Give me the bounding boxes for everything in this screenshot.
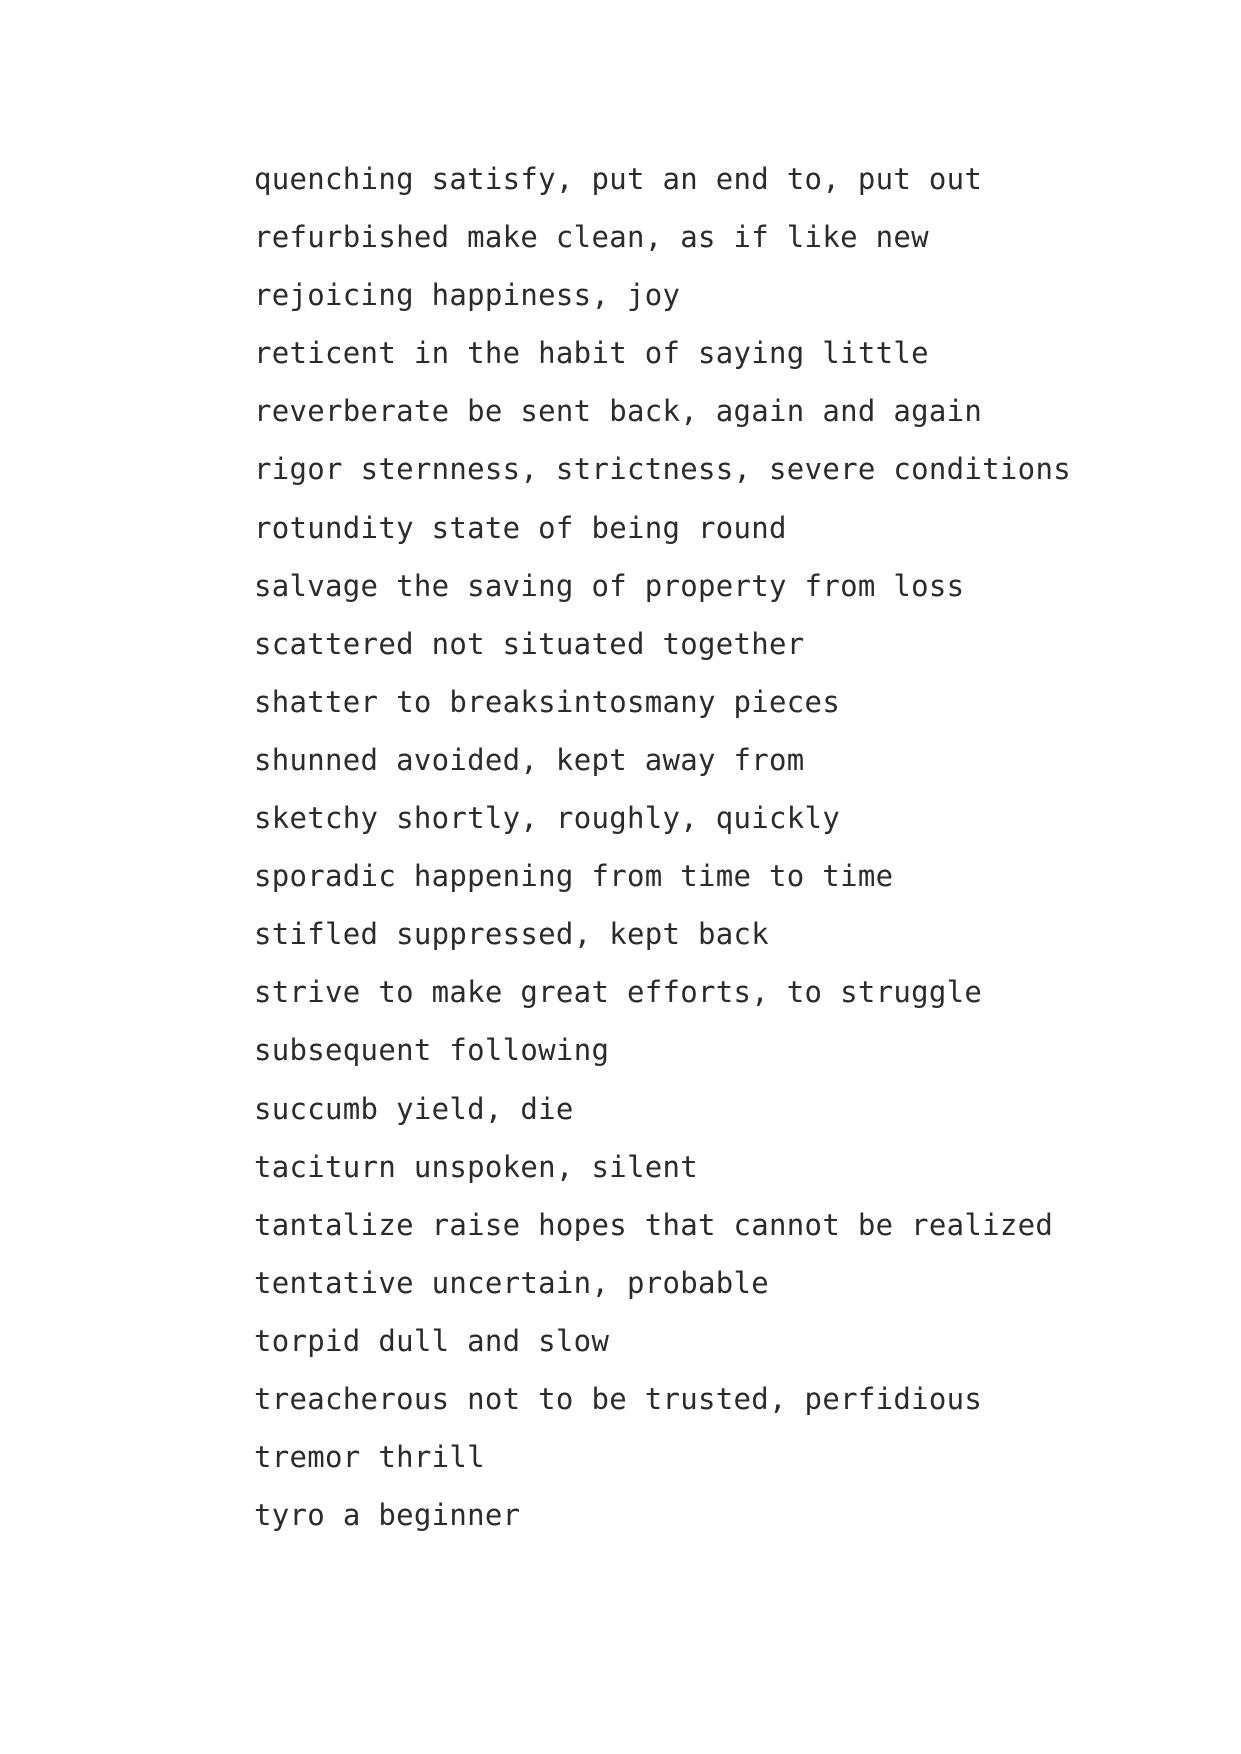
entry-word: succumb — [254, 1091, 379, 1126]
entry-word: reticent — [254, 336, 397, 371]
entry-definition: happiness, joy — [431, 278, 681, 313]
entry-definition: yield, die — [396, 1091, 574, 1126]
vocabulary-entry — [254, 338, 1071, 396]
entry-definition: thrill — [378, 1440, 485, 1475]
entry-definition: the saving of property from loss — [396, 568, 965, 603]
entry-definition: make clean, as if like new — [467, 220, 929, 255]
entry-word: stifled — [254, 917, 379, 952]
entry-word: rotundity — [254, 510, 414, 545]
entry-definition: uncertain, probable — [431, 1265, 770, 1300]
entry-word: reverberate — [254, 394, 450, 429]
entry-word: strive — [254, 975, 361, 1010]
vocabulary-list — [254, 164, 1071, 1558]
entry-definition: sternness, strictness, severe conditions — [360, 452, 1071, 487]
entry-definition: avoided, kept away from — [396, 742, 805, 777]
entry-definition: following — [449, 1033, 610, 1068]
entry-word: treacherous — [254, 1381, 450, 1416]
entry-definition: satisfy, put an end to, put out — [431, 162, 983, 196]
entry-definition: happening from time to time — [413, 859, 894, 894]
entry-definition: unspoken, silent — [413, 1149, 698, 1184]
entry-definition: be sent back, again and again — [467, 394, 983, 429]
entry-word: tyro — [254, 1498, 326, 1533]
entry-word: scattered — [254, 626, 414, 661]
entry-word: rigor — [254, 452, 343, 487]
vocabulary-entry — [254, 1323, 1071, 1384]
entry-definition: in the habit of saying little — [413, 336, 929, 371]
vocabulary-entry — [254, 568, 1071, 629]
vocabulary-entry — [254, 222, 1071, 280]
entry-definition: a beginner — [342, 1498, 521, 1533]
entry-word: rejoicing — [254, 278, 414, 313]
entry-word: sporadic — [254, 859, 397, 894]
entry-definition: to breaksintosmany pieces — [396, 684, 841, 719]
vocabulary-entry — [254, 164, 1071, 222]
vocabulary-entry — [254, 1035, 1071, 1093]
vocabulary-entry — [254, 684, 1071, 745]
entry-word: subsequent — [254, 1033, 432, 1068]
vocabulary-entry — [254, 280, 1071, 338]
vocabulary-entry — [254, 396, 1071, 454]
entry-definition: state of being round — [431, 510, 787, 545]
vocabulary-entry — [254, 1442, 1071, 1500]
entry-word: quenching — [254, 162, 414, 196]
entry-definition: suppressed, kept back — [396, 917, 770, 952]
entry-word: shatter — [254, 684, 379, 719]
entry-word: sketchy — [254, 801, 379, 836]
vocabulary-entry — [254, 742, 1071, 803]
entry-word: shunned — [254, 742, 379, 777]
entry-word: tentative — [254, 1265, 414, 1300]
vocabulary-entry — [254, 510, 1071, 571]
vocabulary-entry — [254, 803, 1071, 861]
entry-word: tantalize — [254, 1207, 414, 1242]
entry-word: tremor — [254, 1440, 361, 1475]
entry-word: taciturn — [254, 1149, 397, 1184]
vocabulary-entry — [254, 1149, 1071, 1210]
entry-word: torpid — [254, 1323, 361, 1358]
vocabulary-entry — [254, 977, 1071, 1035]
vocabulary-entry — [254, 1265, 1071, 1326]
entry-definition: dull and slow — [378, 1323, 610, 1358]
vocabulary-entry — [254, 1500, 1071, 1558]
vocabulary-entry — [254, 919, 1071, 977]
vocabulary-entry — [254, 454, 1071, 512]
entry-definition: raise hopes that cannot be realized — [431, 1207, 1054, 1242]
entry-definition: shortly, roughly, quickly — [396, 801, 841, 836]
entry-word: refurbished — [254, 220, 450, 255]
entry-word: salvage — [254, 568, 379, 603]
vocabulary-entry — [254, 1091, 1071, 1152]
entry-definition: to make great efforts, to struggle — [378, 975, 983, 1010]
vocabulary-entry — [254, 1381, 1071, 1442]
entry-definition: not to be trusted, perfidious — [467, 1381, 983, 1416]
vocabulary-entry — [254, 1207, 1071, 1268]
entry-definition: not situated together — [431, 626, 805, 661]
vocabulary-entry — [254, 861, 1071, 919]
vocabulary-entry — [254, 626, 1071, 687]
